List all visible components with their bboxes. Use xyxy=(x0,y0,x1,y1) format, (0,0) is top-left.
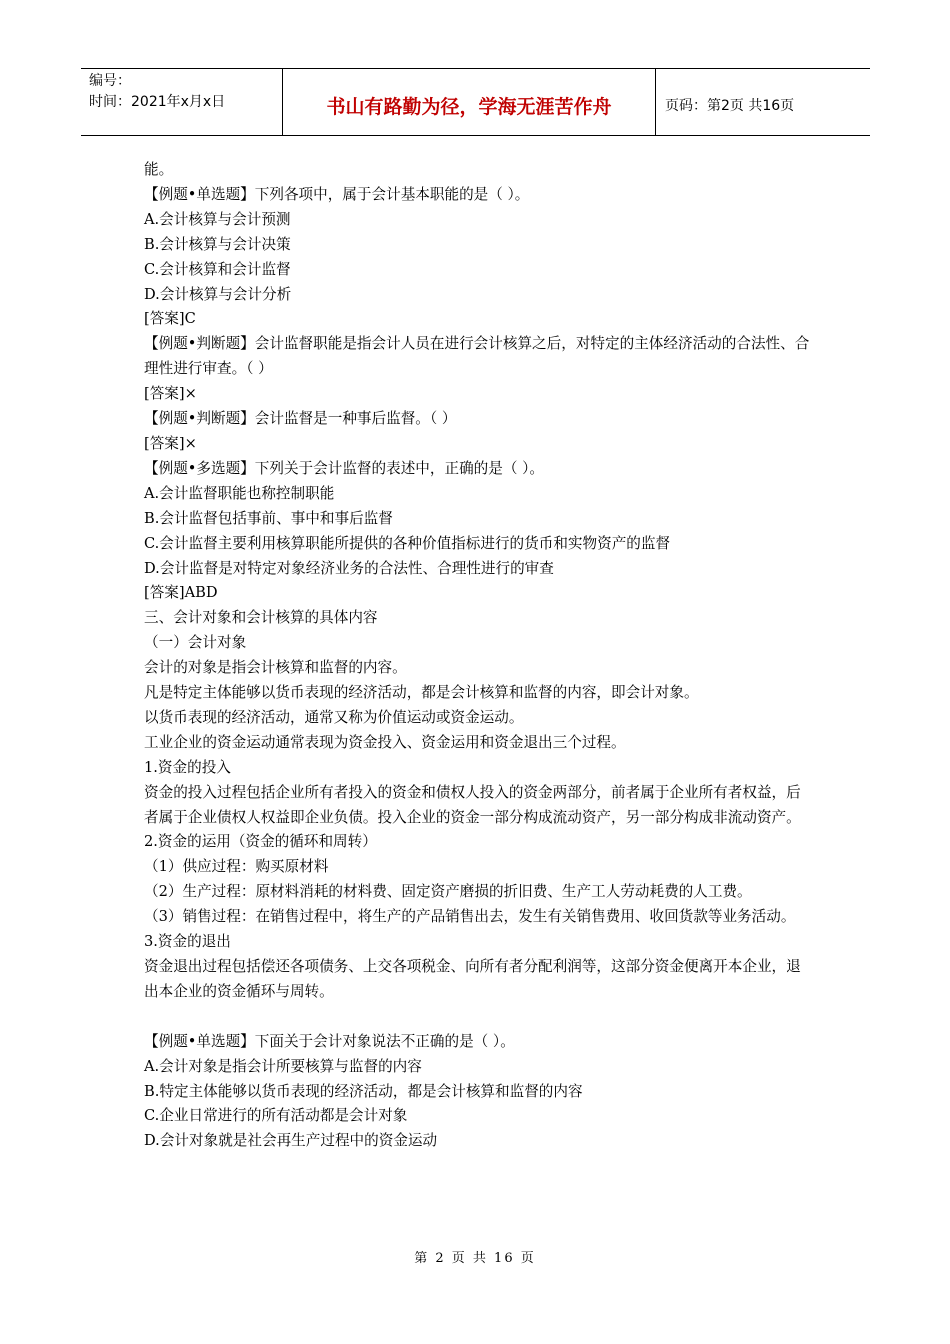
subsection-heading: 2.资金的运用（资金的循环和周转） xyxy=(144,833,377,851)
question-heading: 【例题•单选题】下面关于会计对象说法不正确的是（ ）。 xyxy=(144,1032,515,1050)
document-time-label: 时间：2021年x月x日 xyxy=(89,94,226,110)
option: D.会计核算与会计分析 xyxy=(144,285,292,303)
paragraph: 凡是特定主体能够以货币表现的经济活动，都是会计核算和监督的内容，即会计对象。 xyxy=(144,684,699,702)
header-page-info: 页码：第2页 共16页 xyxy=(665,98,795,114)
option: B.会计监督包括事前、事中和事后监督 xyxy=(144,509,393,527)
paragraph: 工业企业的资金运动通常表现为资金投入、资金运用和资金退出三个过程。 xyxy=(144,733,626,751)
header-motto: 书山有路勤为径，学海无涯苦作舟 xyxy=(283,69,656,135)
question-heading: 【例题•单选题】下列各项中，属于会计基本职能的是（ ）。 xyxy=(144,185,530,203)
list-item: （1）供应过程：购买原材料 xyxy=(144,858,329,876)
header-meta-cell xyxy=(81,69,283,135)
page-header xyxy=(81,68,870,136)
paragraph: 资金退出过程包括偿还各项债务、上交各项税金、向所有者分配利润等，这部分资金便离开本企业，退出本企业的资金循环与周转。 xyxy=(144,958,801,1000)
option: B.会计核算与会计决策 xyxy=(144,235,291,253)
option: D.会计监督是对特定对象经济业务的合法性、合理性进行的审查 xyxy=(144,559,554,577)
list-item: （2）生产过程：原材料消耗的材料费、固定资产磨损的折旧费、生产工人劳动耗费的人工费。 xyxy=(144,883,752,901)
paragraph: 能。 xyxy=(144,161,174,178)
option: A.会计对象是指会计所要核算与监督的内容 xyxy=(144,1057,422,1075)
paragraph: 资金的投入过程包括企业所有者投入的资金和债权人投入的资金两部分，前者属于企业所有者权益，后者属于企业债权人权益即企业负债。投入企业的资金一部分构成流动资产，另一部分构成非流动资产。 xyxy=(144,783,801,826)
document-body xyxy=(144,158,812,1154)
option: A.会计监督职能也称控制职能 xyxy=(144,484,335,502)
question-heading: 【例题•判断题】会计监督职能是指会计人员在进行会计核算之后，对特定的主体经济活动的合法性、合理性进行审查。（ ） xyxy=(144,335,810,378)
subsection-heading: 1.资金的投入 xyxy=(144,758,231,776)
option: C.会计核算和会计监督 xyxy=(144,260,291,278)
option: B.特定主体能够以货币表现的经济活动，都是会计核算和监督的内容 xyxy=(144,1082,583,1100)
section-heading: 三、会计对象和会计核算的具体内容 xyxy=(144,609,378,627)
paragraph: 以货币表现的经济活动，通常又称为价值运动或资金运动。 xyxy=(144,708,524,726)
page-footer: 第 2 页 共 16 页 xyxy=(414,1251,536,1266)
option: C.会计监督主要利用核算职能所提供的各种价值指标进行的货币和实物资产的监督 xyxy=(144,534,671,552)
answer: [答案]ABD xyxy=(144,584,218,602)
answer: [答案]× xyxy=(144,385,197,403)
option: C.企业日常进行的所有活动都是会计对象 xyxy=(144,1107,408,1125)
option: A.会计核算与会计预测 xyxy=(144,210,291,228)
subsection-heading: （一）会计对象 xyxy=(144,634,247,652)
paragraph: 会计的对象是指会计核算和监督的内容。 xyxy=(144,659,407,677)
question-heading: 【例题•判断题】会计监督是一种事后监督。（ ） xyxy=(144,410,457,428)
answer: [答案]× xyxy=(144,434,197,452)
document-number-label: 编号： xyxy=(89,73,131,89)
subsection-heading: 3.资金的退出 xyxy=(144,933,231,951)
question-heading: 【例题•多选题】下列关于会计监督的表述中，正确的是（ ）。 xyxy=(144,459,544,477)
answer: [答案]C xyxy=(144,310,196,328)
list-item: （3）销售过程：在销售过程中，将生产的产品销售出去，发生有关销售费用、收回货款等业务活动。 xyxy=(144,908,796,926)
option: D.会计对象就是社会再生产过程中的资金运动 xyxy=(144,1132,438,1150)
